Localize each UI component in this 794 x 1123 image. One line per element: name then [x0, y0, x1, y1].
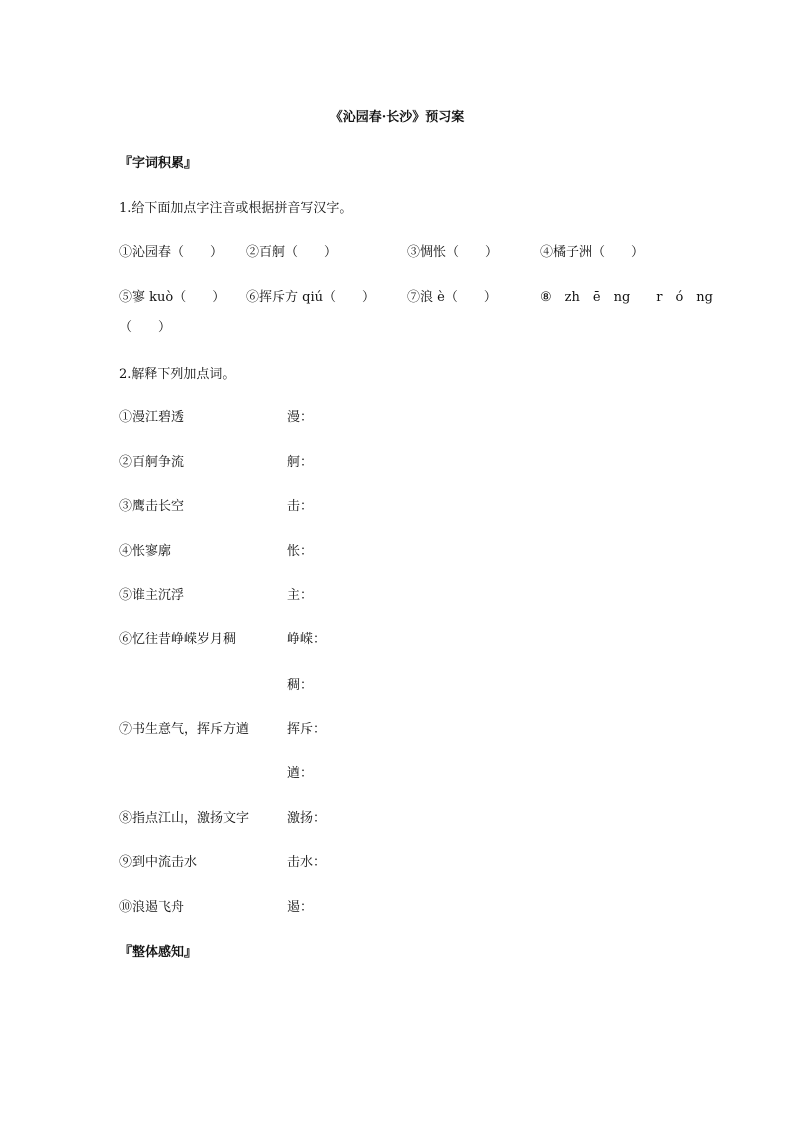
phrase-item: ②百舸争流 [119, 455, 185, 470]
pinyin-item-6: ⑥挥斥方 qiú（ ） [246, 290, 375, 305]
pinyin-item-5: ⑤寥 kuò（ ） [119, 290, 226, 305]
pinyin-item-4: ④橘子洲（ ） [540, 245, 645, 260]
pinyin-item-2: ②百舸（ ） [246, 245, 338, 260]
word-item: 主： [287, 588, 314, 603]
phrase-item: ①漫江碧透 [119, 410, 185, 425]
word-item: 激扬： [287, 811, 327, 826]
word-item: 遏： [287, 900, 314, 915]
pinyin-item-1: ①沁园春（ ） [119, 245, 224, 260]
word-item: 漫： [287, 410, 314, 425]
section-heading-overview: 『整体感知』 [119, 945, 198, 960]
word-item: 击： [287, 499, 314, 514]
phrase-item: ⑩浪遏飞舟 [119, 900, 185, 915]
word-item: 峥嵘： [287, 632, 327, 647]
section-heading-vocabulary: 『字词积累』 [119, 156, 198, 171]
word-item: 稠： [287, 678, 314, 693]
phrase-item: ⑤谁主沉浮 [119, 588, 185, 603]
word-item: 击水： [287, 855, 327, 870]
pinyin-item-3: ③惆怅（ ） [407, 245, 499, 260]
pinyin-item-8-blank: （ ） [119, 320, 172, 335]
phrase-item: ④怅寥廓 [119, 544, 172, 559]
phrase-item: ⑧指点江山，激扬文字 [119, 811, 250, 826]
question-2-prompt: 2.解释下列加点词。 [119, 367, 236, 382]
phrase-item: ⑦书生意气，挥斥方遒 [119, 722, 250, 737]
word-item: 遒： [287, 766, 314, 781]
pinyin-item-7: ⑦浪 è（ ） [407, 290, 497, 305]
question-1-prompt: 1.给下面加点字注音或根据拼音写汉字。 [119, 201, 353, 216]
phrase-item: ③鹰击长空 [119, 499, 185, 514]
phrase-item: ⑨到中流击水 [119, 855, 198, 870]
word-item: 舸： [287, 455, 314, 470]
word-item: 挥斥： [287, 722, 327, 737]
word-item: 怅： [287, 544, 314, 559]
phrase-item: ⑥忆往昔峥嵘岁月稠 [119, 632, 237, 647]
pinyin-item-8: ⑧ zh ē ng r ó ng [540, 290, 713, 305]
page-title: 《沁园春·长沙》预习案 [329, 110, 465, 125]
